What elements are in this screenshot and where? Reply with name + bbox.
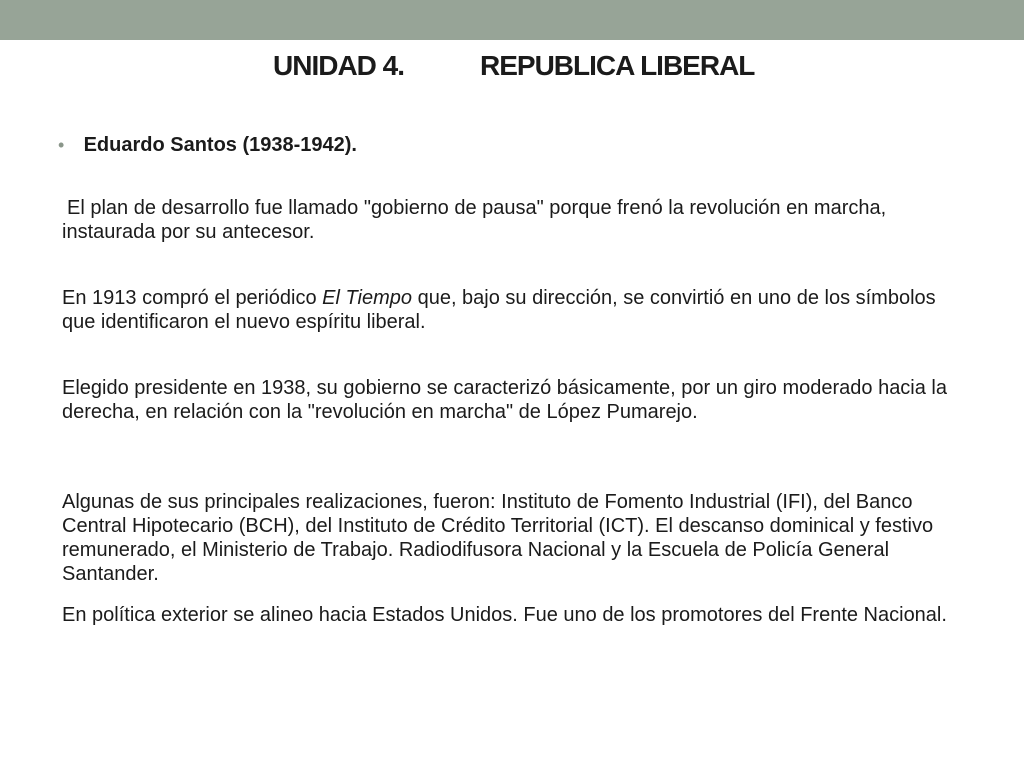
bullet-item xyxy=(58,134,357,157)
title-unit: UNIDAD 4. xyxy=(273,50,405,81)
paragraph-presidency: Elegido presidente en 1938, su gobierno se caracterizó básicamente, por un giro moderado hacia la derecha, en relación con la "revolución en marcha" de López Pumarejo. xyxy=(62,377,947,423)
bullet-text: Eduardo Santos (1938-1942). xyxy=(83,134,357,156)
paragraph-achievements: Algunas de sus principales realizaciones, fueron: Instituto de Fomento Industrial (IFI), del Banco Central Hipotecario (BCH), del Instituto de Crédito Territorial (ICT). El descanso dominical y festivo remunerado, el Ministerio de Trabajo. Radiodifusora Nacional y la Escuela de Policía General Santander. xyxy=(62,491,934,585)
paragraph-newspaper xyxy=(62,286,962,334)
paragraph-foreign-policy: En política exterior se alineo hacia Estados Unidos. Fue uno de los promotores del Frente Nacional. xyxy=(62,604,947,626)
paragraph-plan: El plan de desarrollo fue llamado "gobierno de pausa" porque frenó la revolución en marcha, instaurada por su antecesor. xyxy=(62,197,887,243)
top-accent-band xyxy=(0,0,1024,40)
slide-title xyxy=(0,50,1024,90)
paragraph-newspaper-text-2: que, bajo su dirección, se convirtió en uno de los símbolos que identificaron el nuevo espíritu liberal. xyxy=(62,287,936,333)
paragraph-newspaper-text-1: En 1913 compró el periódico xyxy=(62,287,323,309)
newspaper-name: El Tiempo xyxy=(322,287,413,309)
bullet-icon: • xyxy=(58,135,65,155)
title-topic: REPUBLICA LIBERAL xyxy=(480,50,755,81)
